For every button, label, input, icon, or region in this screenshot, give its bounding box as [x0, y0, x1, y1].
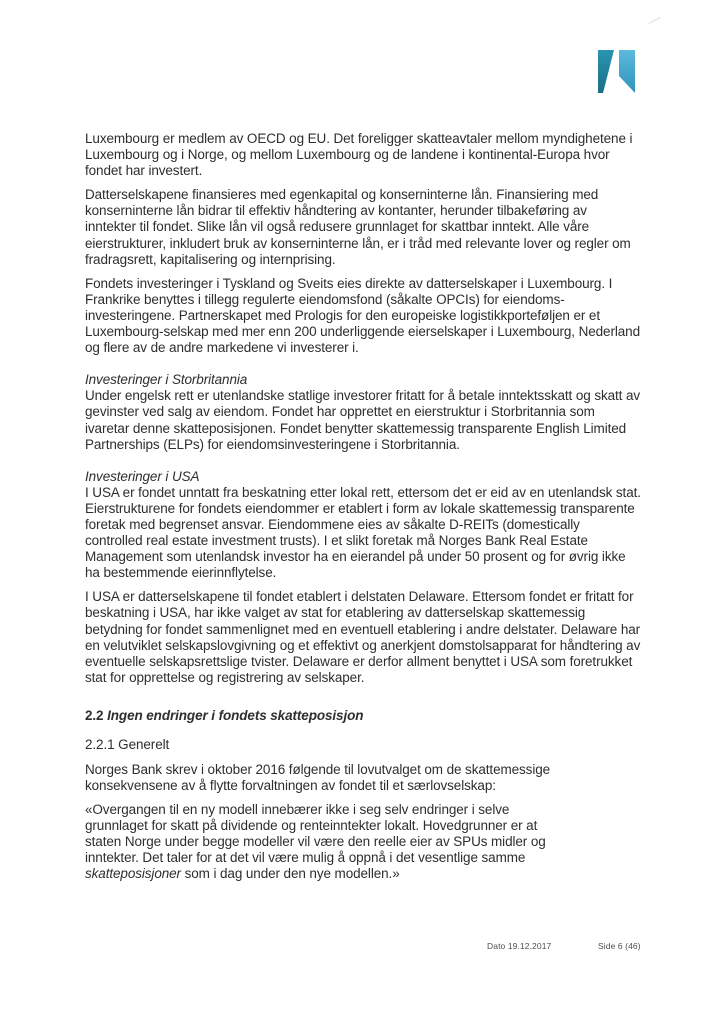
footer-page-number: Side 6 (46) [598, 941, 641, 951]
section-title: Ingen endringer i fondets skatteposisjon [103, 707, 364, 723]
blockquote-overgangen [85, 802, 557, 882]
paragraph-usa-beskatning: I USA er fondet unntatt fra beskatning etter lokal rett, ettersom det er eid av en utenlandsk stat. Eierstrukturene for fondets eiendommer er etablert i form av lokale skattemessig transparente foretak med begrenset ansvar. Eiendommene eies av såkalte D-REITs (domestically controlled real estate investment trusts). I et slikt foretak må Norges Bank Real Estate Management som utenlandsk investor ha en eierandel på under 50 prosent og for øvrig ikke ha bestemmende eierinnflytelse. [85, 484, 641, 581]
footer-date: Dato 19.12.2017 [487, 941, 552, 951]
norges-bank-n-icon [598, 50, 641, 93]
section-heading-2-2 [85, 707, 641, 724]
quote-italic-word: skatteposisjoner [85, 866, 181, 882]
paragraph-fondets-investeringer: Fondets investeringer i Tyskland og Sveits eies direkte av datterselskaper i Luxembourg. I Frankrike benyttes i tillegg regulerte eiendomsfond (såkalte OPCIs) for eiendoms-investeringene. Partnerskapet med Prologis for den europeiske logistikkporteføljen er et Luxembourg-selskap med mer enn 200 underliggende eierselskaper i Luxembourg, Nederland og flere av de andre markedene vi investerer i. [85, 275, 640, 356]
scan-artifact-mark [649, 17, 661, 24]
document-body [85, 131, 641, 891]
paragraph-storbritannia: Under engelsk rett er utenlandske statlige investorer fritatt for å betale inntektsskatt og skatt av gevinster ved salg av eiendom. Fondet har opprettet en eierstruktur i Storbritannia som ivaretar denne skatteposisjonen. Fondet benytter skattemessig transparente English Limited Partnerships (ELPs) for eiendomsinvesteringene i Storbritannia. [85, 388, 641, 452]
subheading-investeringer-usa: Investeringer i USA [85, 468, 200, 484]
subheading-investeringer-storbritannia: Investeringer i Storbritannia [85, 372, 248, 388]
paragraph-norges-bank-skrev: Norges Bank skrev i oktober 2016 følgende til lovutvalget om de skattemessige konsekvensene av å flytte forvaltningen av fondet til et særlovselskap: [85, 761, 551, 793]
quote-text-part1: «Overgangen til en ny modell innebærer ikke i seg selv endringer i selve grunnlaget for skatt på dividende og renteinntekter lokalt. Hovedgrunner er at staten Norge under begge modeller vil være den reelle eier av SPUs midler og inntekter. Det taler for at det vil være mulig å oppnå i det vesentlige samme [85, 802, 546, 866]
section-number: 2.2 [85, 707, 104, 723]
paragraph-datterselskapene: Datterselskapene finansieres med egenkapital og konserninterne lån. Finansiering med konserninterne lån bidrar til effektiv håndtering av kontanter, herunder tilbakeføring av inntekter til fondet. Slike lån vil også redusere grunnlaget for skattbar inntekt. Alle våre eierstrukturer, inkludert bruk av konserninterne lån, er i tråd med relevante lover og regler om fradragsrett, kapitalisering og internprising. [85, 187, 631, 267]
paragraph-luxembourg-oecd: Luxembourg er medlem av OECD og EU. Det foreligger skatteavtaler mellom myndighetene i Luxembourg og i Norge, og mellom Luxembourg og de landene i kontinental-Europa hvor fondet har investert. [85, 131, 633, 179]
paragraph-delaware: I USA er datterselskapene til fondet etablert i delstaten Delaware. Ettersom fondet er fritatt for beskatning i USA, har ikke valget av stat for etablering av datterselskap skattemessig betydning for fondet sammenlignet med en eventuell etablering i andre delstater. Delaware har en velutviklet selskapslovgivning og et effektivt og anerkjent domstolsapparat for håndtering av eventuelle selskapsrettslige tvister. Delaware er derfor allment benyttet i USA som foretrukket stat for opprettelse og registrering av selskaper. [85, 589, 641, 685]
quote-text-part2: som i dag under den nye modellen.» [180, 866, 400, 882]
subsection-heading-2-2-1: 2.2.1 Generelt [85, 736, 170, 752]
norges-bank-logo-icon [598, 50, 641, 93]
